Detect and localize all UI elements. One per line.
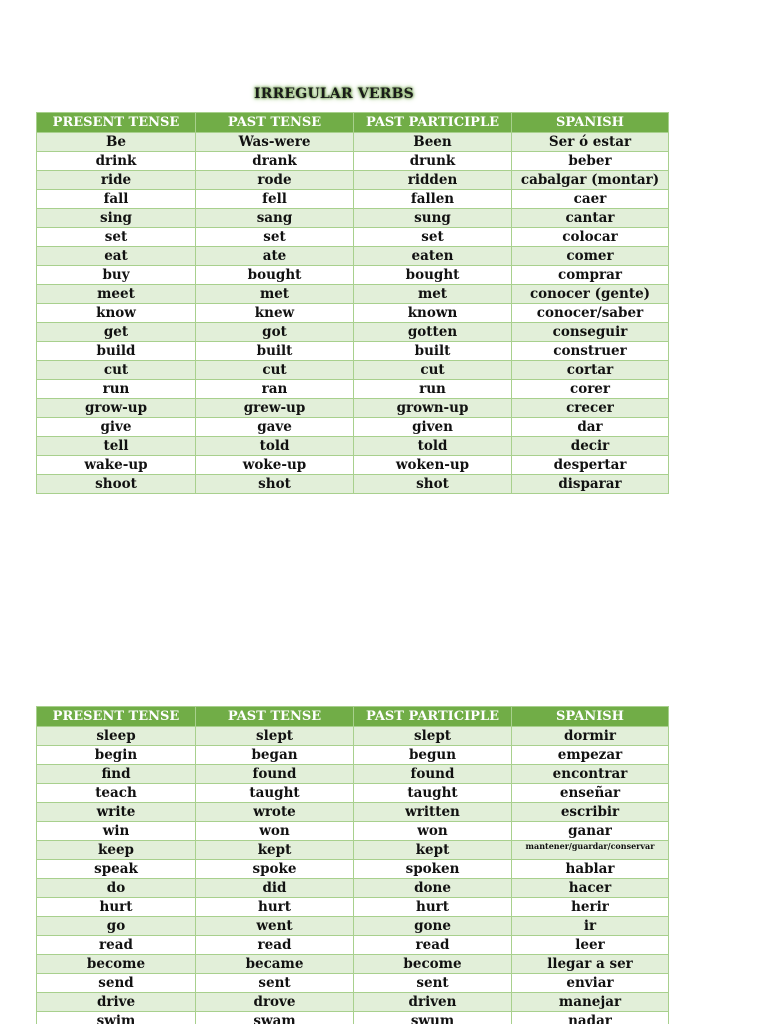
table-row bbox=[37, 974, 669, 993]
table-row bbox=[37, 1012, 669, 1024]
cell-past-tense: began bbox=[196, 746, 354, 765]
cell-past-participle: driven bbox=[354, 993, 512, 1012]
cell-spanish: nadar bbox=[512, 1012, 669, 1024]
cell-spanish: encontrar bbox=[512, 765, 669, 784]
cell-spanish: hacer bbox=[512, 879, 669, 898]
cell-spanish: hablar bbox=[512, 860, 669, 879]
cell-spanish: construer bbox=[512, 342, 669, 361]
cell-present-tense: Be bbox=[37, 133, 196, 152]
cell-past-tense: met bbox=[196, 285, 354, 304]
cell-past-participle: drunk bbox=[354, 152, 512, 171]
cell-present-tense: drink bbox=[37, 152, 196, 171]
cell-spanish: beber bbox=[512, 152, 669, 171]
table-row bbox=[37, 993, 669, 1012]
cell-past-participle: bought bbox=[354, 266, 512, 285]
cell-past-tense: woke-up bbox=[196, 456, 354, 475]
cell-past-participle: fallen bbox=[354, 190, 512, 209]
cell-present-tense: write bbox=[37, 803, 196, 822]
cell-present-tense: speak bbox=[37, 860, 196, 879]
table-header-row bbox=[37, 707, 669, 727]
table-row bbox=[37, 361, 669, 380]
table-row bbox=[37, 133, 669, 152]
header-past-participle: PAST PARTICIPLE bbox=[354, 707, 512, 727]
table-row bbox=[37, 323, 669, 342]
table-row bbox=[37, 475, 669, 494]
cell-past-participle: grown-up bbox=[354, 399, 512, 418]
cell-past-participle: gone bbox=[354, 917, 512, 936]
table-header-row bbox=[37, 113, 669, 133]
cell-present-tense: sing bbox=[37, 209, 196, 228]
cell-past-participle: woken-up bbox=[354, 456, 512, 475]
cell-past-participle: become bbox=[354, 955, 512, 974]
cell-present-tense: tell bbox=[37, 437, 196, 456]
cell-past-participle: hurt bbox=[354, 898, 512, 917]
cell-spanish: enviar bbox=[512, 974, 669, 993]
table-row bbox=[37, 822, 669, 841]
cell-spanish: dar bbox=[512, 418, 669, 437]
cell-present-tense: do bbox=[37, 879, 196, 898]
cell-past-participle: built bbox=[354, 342, 512, 361]
cell-past-participle: read bbox=[354, 936, 512, 955]
cell-present-tense: begin bbox=[37, 746, 196, 765]
table-row bbox=[37, 342, 669, 361]
cell-past-tense: fell bbox=[196, 190, 354, 209]
cell-spanish: escribir bbox=[512, 803, 669, 822]
cell-present-tense: fall bbox=[37, 190, 196, 209]
cell-spanish: manejar bbox=[512, 993, 669, 1012]
cell-present-tense: swim bbox=[37, 1012, 196, 1024]
cell-past-participle: told bbox=[354, 437, 512, 456]
cell-past-participle: kept bbox=[354, 841, 512, 860]
cell-past-tense: grew-up bbox=[196, 399, 354, 418]
page-title: IRREGULAR VERBS bbox=[254, 86, 414, 102]
header-present-tense: PRESENT TENSE bbox=[37, 707, 196, 727]
cell-present-tense: wake-up bbox=[37, 456, 196, 475]
header-present-tense: PRESENT TENSE bbox=[37, 113, 196, 133]
table-row bbox=[37, 898, 669, 917]
cell-present-tense: keep bbox=[37, 841, 196, 860]
cell-present-tense: set bbox=[37, 228, 196, 247]
cell-present-tense: send bbox=[37, 974, 196, 993]
cell-past-participle: slept bbox=[354, 727, 512, 746]
cell-past-tense: did bbox=[196, 879, 354, 898]
cell-past-participle: known bbox=[354, 304, 512, 323]
cell-past-tense: bought bbox=[196, 266, 354, 285]
irregular-verbs-table-1 bbox=[36, 112, 669, 494]
cell-present-tense: get bbox=[37, 323, 196, 342]
cell-spanish: conseguir bbox=[512, 323, 669, 342]
cell-past-tense: slept bbox=[196, 727, 354, 746]
header-past-participle: PAST PARTICIPLE bbox=[354, 113, 512, 133]
table-row bbox=[37, 304, 669, 323]
table-row bbox=[37, 936, 669, 955]
header-spanish: SPANISH bbox=[512, 113, 669, 133]
cell-spanish: Ser ó estar bbox=[512, 133, 669, 152]
header-past-tense: PAST TENSE bbox=[196, 707, 354, 727]
cell-present-tense: sleep bbox=[37, 727, 196, 746]
cell-past-participle: gotten bbox=[354, 323, 512, 342]
cell-present-tense: drive bbox=[37, 993, 196, 1012]
cell-present-tense: know bbox=[37, 304, 196, 323]
cell-past-participle: cut bbox=[354, 361, 512, 380]
table-row bbox=[37, 803, 669, 822]
cell-spanish: mantener/guardar/conservar bbox=[512, 841, 669, 860]
cell-past-tense: cut bbox=[196, 361, 354, 380]
table-row bbox=[37, 841, 669, 860]
cell-past-tense: knew bbox=[196, 304, 354, 323]
cell-present-tense: give bbox=[37, 418, 196, 437]
cell-past-tense: read bbox=[196, 936, 354, 955]
cell-past-tense: drove bbox=[196, 993, 354, 1012]
cell-past-tense: became bbox=[196, 955, 354, 974]
cell-past-tense: set bbox=[196, 228, 354, 247]
cell-present-tense: meet bbox=[37, 285, 196, 304]
cell-past-participle: eaten bbox=[354, 247, 512, 266]
cell-past-tense: kept bbox=[196, 841, 354, 860]
cell-spanish: corer bbox=[512, 380, 669, 399]
cell-past-tense: went bbox=[196, 917, 354, 936]
cell-past-participle: swum bbox=[354, 1012, 512, 1024]
cell-present-tense: cut bbox=[37, 361, 196, 380]
table-row bbox=[37, 765, 669, 784]
cell-past-tense: ran bbox=[196, 380, 354, 399]
table-row bbox=[37, 437, 669, 456]
cell-past-participle: done bbox=[354, 879, 512, 898]
cell-past-participle: sent bbox=[354, 974, 512, 993]
table-row bbox=[37, 266, 669, 285]
cell-spanish: cabalgar (montar) bbox=[512, 171, 669, 190]
table-row bbox=[37, 399, 669, 418]
cell-past-participle: written bbox=[354, 803, 512, 822]
cell-spanish: colocar bbox=[512, 228, 669, 247]
cell-past-participle: given bbox=[354, 418, 512, 437]
cell-spanish: cortar bbox=[512, 361, 669, 380]
cell-spanish: ganar bbox=[512, 822, 669, 841]
cell-past-tense: gave bbox=[196, 418, 354, 437]
cell-past-participle: shot bbox=[354, 475, 512, 494]
cell-past-tense: built bbox=[196, 342, 354, 361]
cell-spanish: despertar bbox=[512, 456, 669, 475]
table-row bbox=[37, 917, 669, 936]
cell-past-tense: ate bbox=[196, 247, 354, 266]
table-row bbox=[37, 380, 669, 399]
table-row bbox=[37, 171, 669, 190]
cell-past-tense: sang bbox=[196, 209, 354, 228]
cell-past-tense: rode bbox=[196, 171, 354, 190]
cell-spanish: leer bbox=[512, 936, 669, 955]
cell-present-tense: win bbox=[37, 822, 196, 841]
cell-past-participle: found bbox=[354, 765, 512, 784]
cell-spanish: llegar a ser bbox=[512, 955, 669, 974]
table-row bbox=[37, 860, 669, 879]
cell-spanish: comprar bbox=[512, 266, 669, 285]
cell-past-tense: drank bbox=[196, 152, 354, 171]
header-spanish: SPANISH bbox=[512, 707, 669, 727]
cell-past-tense: hurt bbox=[196, 898, 354, 917]
cell-present-tense: read bbox=[37, 936, 196, 955]
cell-present-tense: become bbox=[37, 955, 196, 974]
cell-spanish: conocer (gente) bbox=[512, 285, 669, 304]
cell-past-participle: taught bbox=[354, 784, 512, 803]
cell-present-tense: eat bbox=[37, 247, 196, 266]
cell-present-tense: buy bbox=[37, 266, 196, 285]
cell-present-tense: grow-up bbox=[37, 399, 196, 418]
header-past-tense: PAST TENSE bbox=[196, 113, 354, 133]
cell-past-tense: Was-were bbox=[196, 133, 354, 152]
cell-past-tense: won bbox=[196, 822, 354, 841]
cell-past-tense: sent bbox=[196, 974, 354, 993]
cell-past-tense: wrote bbox=[196, 803, 354, 822]
table-body bbox=[37, 727, 669, 1024]
cell-spanish: enseñar bbox=[512, 784, 669, 803]
cell-present-tense: build bbox=[37, 342, 196, 361]
cell-past-participle: Been bbox=[354, 133, 512, 152]
cell-past-participle: sung bbox=[354, 209, 512, 228]
cell-past-participle: won bbox=[354, 822, 512, 841]
cell-past-tense: told bbox=[196, 437, 354, 456]
cell-past-participle: run bbox=[354, 380, 512, 399]
table-row bbox=[37, 784, 669, 803]
cell-past-participle: spoken bbox=[354, 860, 512, 879]
cell-spanish: ir bbox=[512, 917, 669, 936]
table-body bbox=[37, 133, 669, 494]
table-row bbox=[37, 879, 669, 898]
cell-past-tense: spoke bbox=[196, 860, 354, 879]
cell-present-tense: ride bbox=[37, 171, 196, 190]
cell-present-tense: teach bbox=[37, 784, 196, 803]
cell-past-tense: found bbox=[196, 765, 354, 784]
cell-past-tense: taught bbox=[196, 784, 354, 803]
cell-spanish: dormir bbox=[512, 727, 669, 746]
irregular-verbs-table-2 bbox=[36, 706, 669, 1024]
cell-past-tense: swam bbox=[196, 1012, 354, 1024]
table-row bbox=[37, 247, 669, 266]
cell-spanish: empezar bbox=[512, 746, 669, 765]
table-row bbox=[37, 152, 669, 171]
cell-spanish: cantar bbox=[512, 209, 669, 228]
table-row bbox=[37, 209, 669, 228]
cell-spanish: herir bbox=[512, 898, 669, 917]
cell-present-tense: shoot bbox=[37, 475, 196, 494]
cell-spanish: caer bbox=[512, 190, 669, 209]
table-row bbox=[37, 190, 669, 209]
cell-past-participle: begun bbox=[354, 746, 512, 765]
cell-spanish: decir bbox=[512, 437, 669, 456]
cell-past-participle: met bbox=[354, 285, 512, 304]
cell-spanish: disparar bbox=[512, 475, 669, 494]
cell-spanish: comer bbox=[512, 247, 669, 266]
cell-spanish: conocer/saber bbox=[512, 304, 669, 323]
table-row bbox=[37, 456, 669, 475]
cell-present-tense: run bbox=[37, 380, 196, 399]
cell-spanish: crecer bbox=[512, 399, 669, 418]
table-row bbox=[37, 418, 669, 437]
cell-past-tense: shot bbox=[196, 475, 354, 494]
cell-present-tense: find bbox=[37, 765, 196, 784]
cell-past-participle: set bbox=[354, 228, 512, 247]
table-row bbox=[37, 746, 669, 765]
cell-past-participle: ridden bbox=[354, 171, 512, 190]
table-row bbox=[37, 727, 669, 746]
table-row bbox=[37, 285, 669, 304]
table-row bbox=[37, 228, 669, 247]
cell-past-tense: got bbox=[196, 323, 354, 342]
cell-present-tense: hurt bbox=[37, 898, 196, 917]
cell-present-tense: go bbox=[37, 917, 196, 936]
table-row bbox=[37, 955, 669, 974]
